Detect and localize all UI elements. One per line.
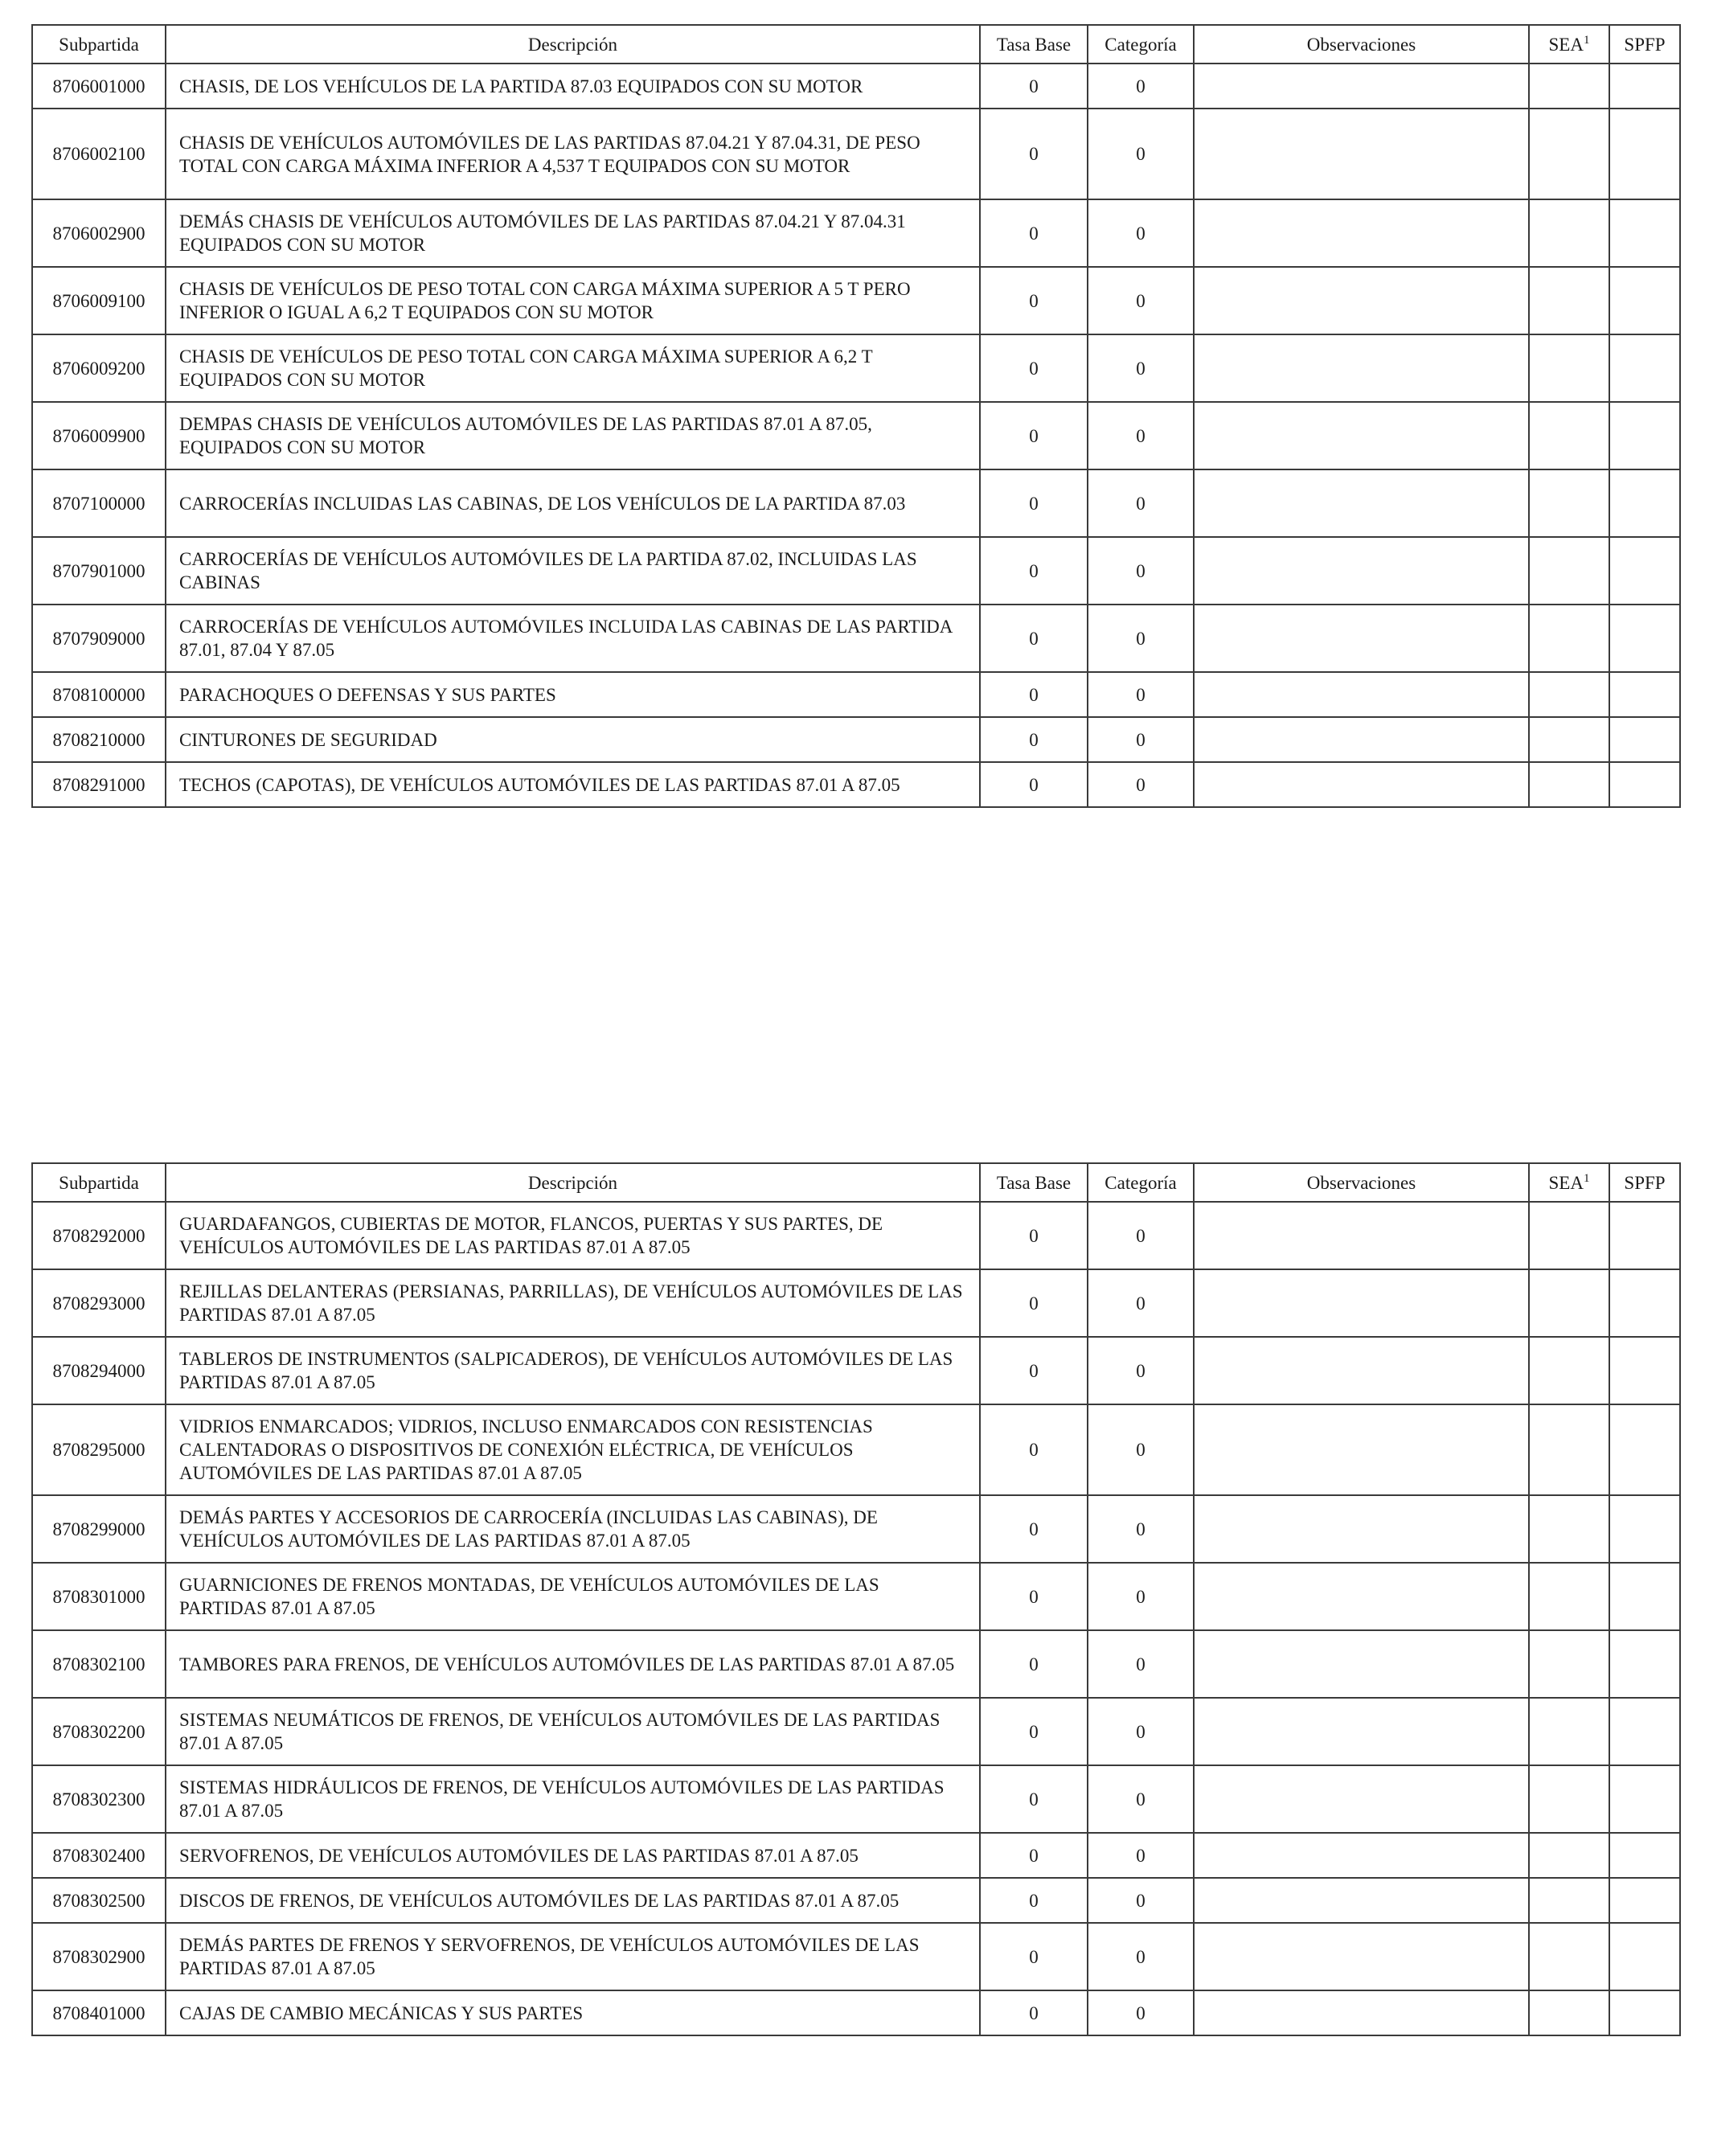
cell-observaciones xyxy=(1194,267,1529,334)
cell-descripcion: TECHOS (CAPOTAS), DE VEHÍCULOS AUTOMÓVILES DE LAS PARTIDAS 87.01 A 87.05 xyxy=(166,762,980,807)
cell-spfp xyxy=(1609,1202,1680,1269)
cell-categoria: 0 xyxy=(1088,762,1194,807)
cell-tasa-base: 0 xyxy=(980,267,1088,334)
table-row xyxy=(32,1923,1680,1990)
cell-spfp xyxy=(1609,1833,1680,1878)
cell-spfp xyxy=(1609,402,1680,469)
cell-tasa-base: 0 xyxy=(980,672,1088,717)
cell-sea xyxy=(1529,1495,1609,1563)
header-row xyxy=(32,1163,1680,1202)
header-sea-footnote: 1 xyxy=(1583,33,1590,47)
header-observaciones: Observaciones xyxy=(1194,1163,1529,1202)
cell-subpartida: 8708301000 xyxy=(32,1563,166,1630)
cell-tasa-base: 0 xyxy=(980,109,1088,199)
cell-observaciones xyxy=(1194,1630,1529,1698)
cell-observaciones xyxy=(1194,717,1529,762)
cell-descripcion: CARROCERÍAS DE VEHÍCULOS AUTOMÓVILES INCLUIDA LAS CABINAS DE LAS PARTIDA 87.01, 87.04 Y 87.05 xyxy=(166,605,980,672)
cell-sea xyxy=(1529,762,1609,807)
cell-subpartida: 8707901000 xyxy=(32,537,166,605)
cell-tasa-base: 0 xyxy=(980,1563,1088,1630)
cell-spfp xyxy=(1609,1630,1680,1698)
cell-tasa-base: 0 xyxy=(980,1630,1088,1698)
cell-descripcion: CAJAS DE CAMBIO MECÁNICAS Y SUS PARTES xyxy=(166,1990,980,2035)
table-row xyxy=(32,1990,1680,2035)
cell-tasa-base: 0 xyxy=(980,762,1088,807)
cell-tasa-base: 0 xyxy=(980,64,1088,109)
cell-sea xyxy=(1529,402,1609,469)
cell-observaciones xyxy=(1194,64,1529,109)
cell-subpartida: 8708302400 xyxy=(32,1833,166,1878)
table-row xyxy=(32,537,1680,605)
cell-categoria: 0 xyxy=(1088,605,1194,672)
cell-observaciones xyxy=(1194,199,1529,267)
cell-spfp xyxy=(1609,1404,1680,1495)
header-spfp: SPFP xyxy=(1609,25,1680,64)
cell-spfp xyxy=(1609,1878,1680,1923)
cell-observaciones xyxy=(1194,762,1529,807)
table-row xyxy=(32,1563,1680,1630)
cell-categoria: 0 xyxy=(1088,1630,1194,1698)
header-sea xyxy=(1529,1163,1609,1202)
table-row xyxy=(32,199,1680,267)
cell-sea xyxy=(1529,717,1609,762)
cell-subpartida: 8708302100 xyxy=(32,1630,166,1698)
cell-subpartida: 8708210000 xyxy=(32,717,166,762)
cell-descripcion: CARROCERÍAS DE VEHÍCULOS AUTOMÓVILES DE LA PARTIDA 87.02, INCLUIDAS LAS CABINAS xyxy=(166,537,980,605)
table-row xyxy=(32,605,1680,672)
cell-observaciones xyxy=(1194,1878,1529,1923)
header-sea xyxy=(1529,25,1609,64)
tariff-table-2 xyxy=(31,1162,1681,2036)
cell-descripcion: DEMÁS PARTES DE FRENOS Y SERVOFRENOS, DE VEHÍCULOS AUTOMÓVILES DE LAS PARTIDAS 87.01 A 87.05 xyxy=(166,1923,980,1990)
cell-sea xyxy=(1529,109,1609,199)
cell-descripcion: DEMÁS PARTES Y ACCESORIOS DE CARROCERÍA (INCLUIDAS LAS CABINAS), DE VEHÍCULOS AUTOMÓVILES DE LAS PARTIDAS 87.01 A 87.05 xyxy=(166,1495,980,1563)
cell-spfp xyxy=(1609,334,1680,402)
cell-categoria: 0 xyxy=(1088,1698,1194,1765)
cell-subpartida: 8706009100 xyxy=(32,267,166,334)
cell-tasa-base: 0 xyxy=(980,1698,1088,1765)
cell-subpartida: 8708401000 xyxy=(32,1990,166,2035)
cell-tasa-base: 0 xyxy=(980,402,1088,469)
cell-observaciones xyxy=(1194,1990,1529,2035)
cell-observaciones xyxy=(1194,402,1529,469)
header-descripcion: Descripción xyxy=(166,25,980,64)
cell-categoria: 0 xyxy=(1088,334,1194,402)
table-row xyxy=(32,1404,1680,1495)
cell-sea xyxy=(1529,605,1609,672)
table-row xyxy=(32,1833,1680,1878)
cell-categoria: 0 xyxy=(1088,1202,1194,1269)
cell-descripcion: TABLEROS DE INSTRUMENTOS (SALPICADEROS), DE VEHÍCULOS AUTOMÓVILES DE LAS PARTIDAS 87.01 A 87.05 xyxy=(166,1337,980,1404)
cell-categoria: 0 xyxy=(1088,1563,1194,1630)
table-row xyxy=(32,267,1680,334)
cell-sea xyxy=(1529,1698,1609,1765)
header-subpartida: Subpartida xyxy=(32,25,166,64)
cell-tasa-base: 0 xyxy=(980,717,1088,762)
cell-spfp xyxy=(1609,267,1680,334)
cell-sea xyxy=(1529,1337,1609,1404)
table-row xyxy=(32,109,1680,199)
cell-spfp xyxy=(1609,1990,1680,2035)
cell-categoria: 0 xyxy=(1088,402,1194,469)
cell-observaciones xyxy=(1194,109,1529,199)
cell-spfp xyxy=(1609,1563,1680,1630)
cell-tasa-base: 0 xyxy=(980,1878,1088,1923)
cell-spfp xyxy=(1609,605,1680,672)
cell-sea xyxy=(1529,1630,1609,1698)
cell-categoria: 0 xyxy=(1088,64,1194,109)
cell-descripcion: SISTEMAS HIDRÁULICOS DE FRENOS, DE VEHÍCULOS AUTOMÓVILES DE LAS PARTIDAS 87.01 A 87.05 xyxy=(166,1765,980,1833)
cell-sea xyxy=(1529,1923,1609,1990)
cell-sea xyxy=(1529,64,1609,109)
header-categoria: Categoría xyxy=(1088,1163,1194,1202)
cell-subpartida: 8708293000 xyxy=(32,1269,166,1337)
cell-tasa-base: 0 xyxy=(980,537,1088,605)
cell-observaciones xyxy=(1194,1698,1529,1765)
cell-subpartida: 8706009900 xyxy=(32,402,166,469)
table-row xyxy=(32,1269,1680,1337)
cell-categoria: 0 xyxy=(1088,1990,1194,2035)
cell-observaciones xyxy=(1194,605,1529,672)
header-sea-label: SEA xyxy=(1548,1172,1584,1193)
cell-descripcion: CHASIS, DE LOS VEHÍCULOS DE LA PARTIDA 87.03 EQUIPADOS CON SU MOTOR xyxy=(166,64,980,109)
cell-descripcion: CARROCERÍAS INCLUIDAS LAS CABINAS, DE LOS VEHÍCULOS DE LA PARTIDA 87.03 xyxy=(166,469,980,537)
cell-observaciones xyxy=(1194,334,1529,402)
cell-spfp xyxy=(1609,109,1680,199)
cell-spfp xyxy=(1609,1923,1680,1990)
cell-categoria: 0 xyxy=(1088,1337,1194,1404)
tariff-table-1 xyxy=(31,24,1681,808)
cell-tasa-base: 0 xyxy=(980,1765,1088,1833)
cell-sea xyxy=(1529,1202,1609,1269)
cell-descripcion: TAMBORES PARA FRENOS, DE VEHÍCULOS AUTOMÓVILES DE LAS PARTIDAS 87.01 A 87.05 xyxy=(166,1630,980,1698)
header-descripcion: Descripción xyxy=(166,1163,980,1202)
cell-categoria: 0 xyxy=(1088,1878,1194,1923)
cell-observaciones xyxy=(1194,1495,1529,1563)
cell-descripcion: CHASIS DE VEHÍCULOS DE PESO TOTAL CON CARGA MÁXIMA SUPERIOR A 6,2 T EQUIPADOS CON SU MOTOR xyxy=(166,334,980,402)
cell-spfp xyxy=(1609,537,1680,605)
cell-descripcion: GUARDAFANGOS, CUBIERTAS DE MOTOR, FLANCOS, PUERTAS Y SUS PARTES, DE VEHÍCULOS AUTOMÓVILES DE LAS PARTIDAS 87.01 A 87.05 xyxy=(166,1202,980,1269)
cell-observaciones xyxy=(1194,1337,1529,1404)
cell-subpartida: 8708100000 xyxy=(32,672,166,717)
cell-sea xyxy=(1529,672,1609,717)
cell-observaciones xyxy=(1194,469,1529,537)
cell-categoria: 0 xyxy=(1088,1833,1194,1878)
cell-categoria: 0 xyxy=(1088,1923,1194,1990)
cell-tasa-base: 0 xyxy=(980,605,1088,672)
cell-descripcion: SERVOFRENOS, DE VEHÍCULOS AUTOMÓVILES DE LAS PARTIDAS 87.01 A 87.05 xyxy=(166,1833,980,1878)
table-row xyxy=(32,1337,1680,1404)
cell-sea xyxy=(1529,267,1609,334)
cell-sea xyxy=(1529,199,1609,267)
header-row xyxy=(32,25,1680,64)
cell-sea xyxy=(1529,1833,1609,1878)
cell-tasa-base: 0 xyxy=(980,199,1088,267)
cell-sea xyxy=(1529,469,1609,537)
cell-sea xyxy=(1529,334,1609,402)
cell-subpartida: 8708292000 xyxy=(32,1202,166,1269)
cell-subpartida: 8706009200 xyxy=(32,334,166,402)
cell-descripcion: VIDRIOS ENMARCADOS; VIDRIOS, INCLUSO ENMARCADOS CON RESISTENCIAS CALENTADORAS O DISPOSITIVOS DE CONEXIÓN ELÉCTRICA, DE VEHÍCULOS AUTOMÓVILES DE LAS PARTIDAS 87.01 A 87.05 xyxy=(166,1404,980,1495)
cell-descripcion: CINTURONES DE SEGURIDAD xyxy=(166,717,980,762)
cell-tasa-base: 0 xyxy=(980,1990,1088,2035)
cell-subpartida: 8706001000 xyxy=(32,64,166,109)
cell-subpartida: 8708299000 xyxy=(32,1495,166,1563)
header-subpartida: Subpartida xyxy=(32,1163,166,1202)
cell-sea xyxy=(1529,1878,1609,1923)
table-row xyxy=(32,402,1680,469)
cell-spfp xyxy=(1609,717,1680,762)
cell-spfp xyxy=(1609,1337,1680,1404)
cell-spfp xyxy=(1609,469,1680,537)
cell-tasa-base: 0 xyxy=(980,1404,1088,1495)
cell-sea xyxy=(1529,1990,1609,2035)
cell-subpartida: 8708302500 xyxy=(32,1878,166,1923)
header-sea-label: SEA xyxy=(1548,34,1584,55)
cell-subpartida: 8708295000 xyxy=(32,1404,166,1495)
cell-observaciones xyxy=(1194,1269,1529,1337)
cell-spfp xyxy=(1609,762,1680,807)
cell-subpartida: 8706002100 xyxy=(32,109,166,199)
cell-descripcion: REJILLAS DELANTERAS (PERSIANAS, PARRILLAS), DE VEHÍCULOS AUTOMÓVILES DE LAS PARTIDAS 87.01 A 87.05 xyxy=(166,1269,980,1337)
cell-tasa-base: 0 xyxy=(980,1923,1088,1990)
cell-observaciones xyxy=(1194,1202,1529,1269)
table-row xyxy=(32,334,1680,402)
cell-sea xyxy=(1529,1404,1609,1495)
cell-categoria: 0 xyxy=(1088,109,1194,199)
cell-categoria: 0 xyxy=(1088,469,1194,537)
table-row xyxy=(32,1878,1680,1923)
table-row xyxy=(32,64,1680,109)
cell-tasa-base: 0 xyxy=(980,1202,1088,1269)
cell-subpartida: 8706002900 xyxy=(32,199,166,267)
cell-categoria: 0 xyxy=(1088,267,1194,334)
cell-tasa-base: 0 xyxy=(980,1833,1088,1878)
cell-sea xyxy=(1529,1563,1609,1630)
header-categoria: Categoría xyxy=(1088,25,1194,64)
table-row xyxy=(32,672,1680,717)
cell-categoria: 0 xyxy=(1088,199,1194,267)
cell-tasa-base: 0 xyxy=(980,1495,1088,1563)
cell-subpartida: 8707909000 xyxy=(32,605,166,672)
cell-descripcion: GUARNICIONES DE FRENOS MONTADAS, DE VEHÍCULOS AUTOMÓVILES DE LAS PARTIDAS 87.01 A 87.05 xyxy=(166,1563,980,1630)
cell-tasa-base: 0 xyxy=(980,469,1088,537)
cell-spfp xyxy=(1609,64,1680,109)
cell-categoria: 0 xyxy=(1088,1404,1194,1495)
cell-observaciones xyxy=(1194,1563,1529,1630)
table-row xyxy=(32,1202,1680,1269)
cell-observaciones xyxy=(1194,1923,1529,1990)
cell-spfp xyxy=(1609,1765,1680,1833)
cell-observaciones xyxy=(1194,537,1529,605)
cell-descripcion: SISTEMAS NEUMÁTICOS DE FRENOS, DE VEHÍCULOS AUTOMÓVILES DE LAS PARTIDAS 87.01 A 87.05 xyxy=(166,1698,980,1765)
cell-subpartida: 8708291000 xyxy=(32,762,166,807)
cell-observaciones xyxy=(1194,1833,1529,1878)
header-tasa-base: Tasa Base xyxy=(980,25,1088,64)
cell-spfp xyxy=(1609,1698,1680,1765)
cell-subpartida: 8708294000 xyxy=(32,1337,166,1404)
cell-descripcion: DEMÁS CHASIS DE VEHÍCULOS AUTOMÓVILES DE LAS PARTIDAS 87.04.21 Y 87.04.31 EQUIPADOS CON SU MOTOR xyxy=(166,199,980,267)
cell-categoria: 0 xyxy=(1088,537,1194,605)
header-sea-footnote: 1 xyxy=(1583,1171,1590,1185)
table-row xyxy=(32,1495,1680,1563)
cell-observaciones xyxy=(1194,672,1529,717)
cell-tasa-base: 0 xyxy=(980,1337,1088,1404)
cell-spfp xyxy=(1609,1269,1680,1337)
cell-tasa-base: 0 xyxy=(980,334,1088,402)
cell-subpartida: 8708302200 xyxy=(32,1698,166,1765)
cell-observaciones xyxy=(1194,1765,1529,1833)
table-row xyxy=(32,717,1680,762)
table-row xyxy=(32,1630,1680,1698)
cell-tasa-base: 0 xyxy=(980,1269,1088,1337)
table-row xyxy=(32,1765,1680,1833)
cell-categoria: 0 xyxy=(1088,1765,1194,1833)
cell-descripcion: CHASIS DE VEHÍCULOS DE PESO TOTAL CON CARGA MÁXIMA SUPERIOR A 5 T PERO INFERIOR O IGUAL A 6,2 T EQUIPADOS CON SU MOTOR xyxy=(166,267,980,334)
cell-subpartida: 8708302300 xyxy=(32,1765,166,1833)
cell-descripcion: PARACHOQUES O DEFENSAS Y SUS PARTES xyxy=(166,672,980,717)
cell-categoria: 0 xyxy=(1088,672,1194,717)
cell-categoria: 0 xyxy=(1088,717,1194,762)
header-tasa-base: Tasa Base xyxy=(980,1163,1088,1202)
header-spfp: SPFP xyxy=(1609,1163,1680,1202)
cell-sea xyxy=(1529,1765,1609,1833)
table-row xyxy=(32,469,1680,537)
cell-descripcion: DEMPAS CHASIS DE VEHÍCULOS AUTOMÓVILES DE LAS PARTIDAS 87.01 A 87.05, EQUIPADOS CON SU MOTOR xyxy=(166,402,980,469)
cell-descripcion: CHASIS DE VEHÍCULOS AUTOMÓVILES DE LAS PARTIDAS 87.04.21 Y 87.04.31, DE PESO TOTAL CON CARGA MÁXIMA INFERIOR A 4,537 T EQUIPADOS CON SU MOTOR xyxy=(166,109,980,199)
cell-categoria: 0 xyxy=(1088,1269,1194,1337)
cell-spfp xyxy=(1609,199,1680,267)
cell-spfp xyxy=(1609,672,1680,717)
cell-spfp xyxy=(1609,1495,1680,1563)
table-row xyxy=(32,1698,1680,1765)
cell-sea xyxy=(1529,1269,1609,1337)
cell-subpartida: 8707100000 xyxy=(32,469,166,537)
cell-descripcion: DISCOS DE FRENOS, DE VEHÍCULOS AUTOMÓVILES DE LAS PARTIDAS 87.01 A 87.05 xyxy=(166,1878,980,1923)
table-row xyxy=(32,762,1680,807)
cell-observaciones xyxy=(1194,1404,1529,1495)
cell-categoria: 0 xyxy=(1088,1495,1194,1563)
header-observaciones: Observaciones xyxy=(1194,25,1529,64)
cell-subpartida: 8708302900 xyxy=(32,1923,166,1990)
cell-sea xyxy=(1529,537,1609,605)
